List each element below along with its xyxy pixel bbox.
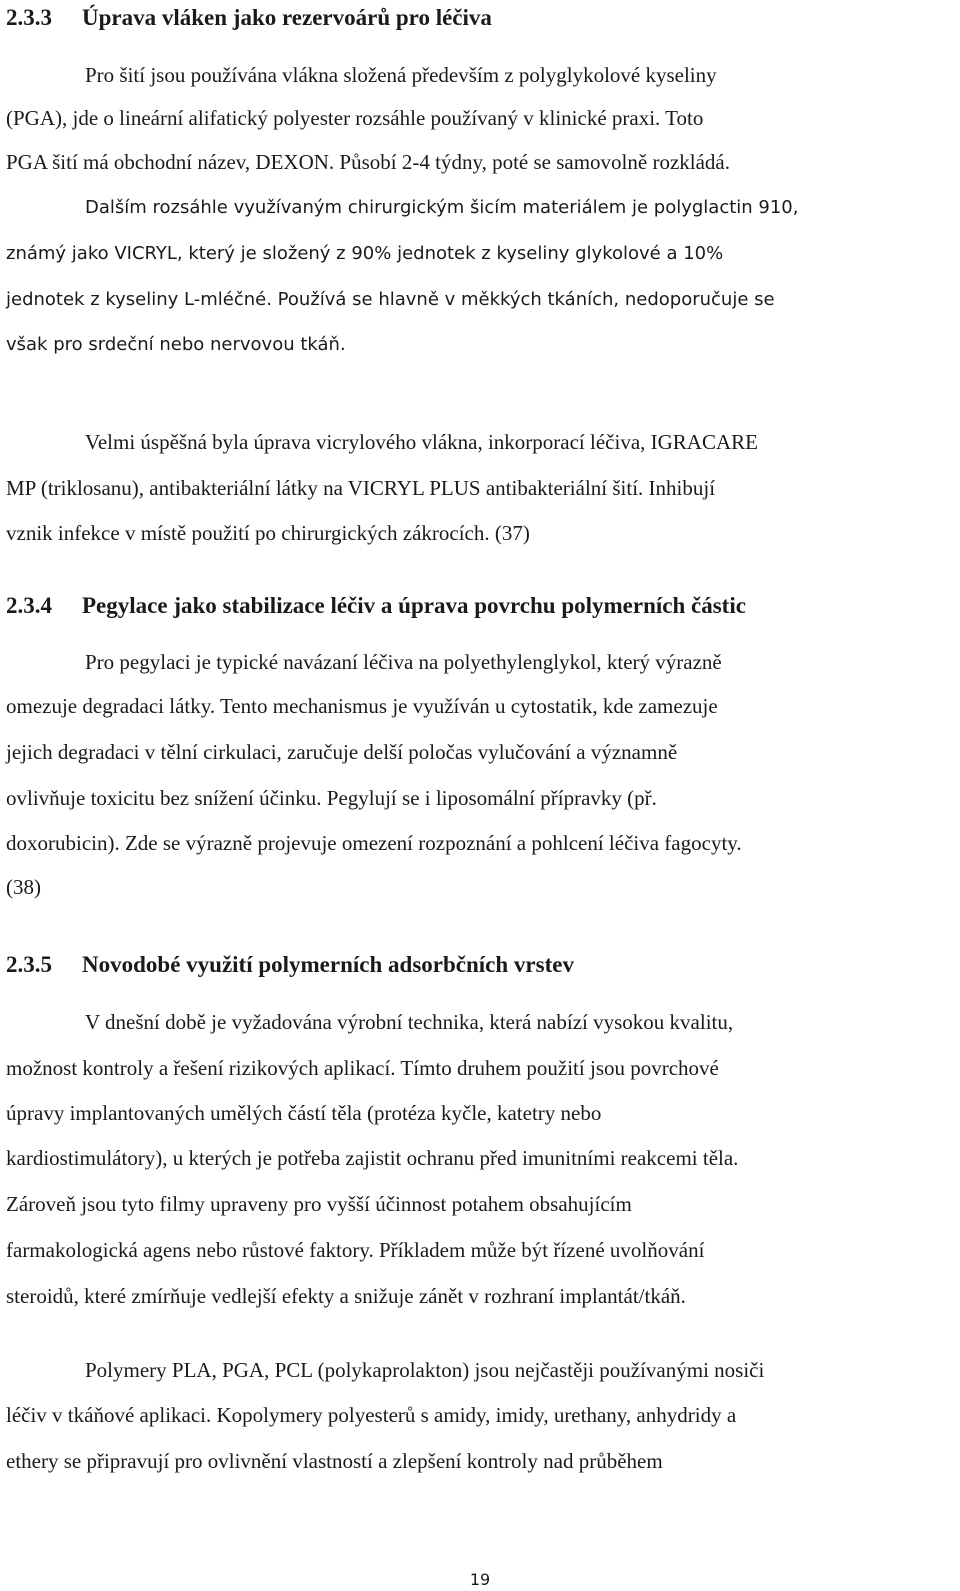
text-line: však pro srdeční nebo nervovou tkáň. xyxy=(6,334,346,355)
text-line: léčiv v tkáňové aplikaci. Kopolymery polyesterů s amidy, imidy, urethany, anhydridy a xyxy=(6,1403,737,1427)
text-line: steroidů, které zmírňuje vedlejší efekty a snižuje zánět v rozhraní implantát/tkáň. xyxy=(6,1284,686,1308)
section-heading xyxy=(6,592,746,620)
text-line: Zároveň jsou tyto filmy upraveny pro vyšší účinnost potahem obsahujícím xyxy=(6,1192,632,1216)
text-line: úpravy implantovaných umělých částí těla (protéza kyčle, katetry nebo xyxy=(6,1101,602,1125)
section-number: 2.3.3 xyxy=(6,5,52,30)
text-line: možnost kontroly a řešení rizikových aplikací. Tímto druhem použití jsou povrchové xyxy=(6,1056,719,1080)
section-title: Pegylace jako stabilizace léčiv a úprava povrchu polymerních částic xyxy=(82,593,746,618)
text-line: V dnešní době je vyžadována výrobní technika, která nabízí vysokou kvalitu, xyxy=(85,1010,734,1034)
text-line: doxorubicin). Zde se výrazně projevuje omezení rozpoznání a pohlcení léčiva fagocyty. xyxy=(6,831,742,855)
page-number: 19 xyxy=(469,1570,491,1589)
text-line: jednotek z kyseliny L-mléčné. Používá se hlavně v měkkých tkáních, nedoporučuje se xyxy=(6,289,775,310)
section-title: Úprava vláken jako rezervoárů pro léčiva xyxy=(82,5,492,30)
text-line: (PGA), jde o lineární alifatický polyester rozsáhle používaný v klinické praxi. Toto xyxy=(6,106,704,130)
text-line: jejich degradaci v tělní cirkulaci, zaručuje delší poločas vylučování a významně xyxy=(6,740,678,764)
section-number: 2.3.4 xyxy=(6,593,52,618)
text-line: vznik infekce v místě použití po chirurgických zákrocích. (37) xyxy=(6,521,530,545)
text-line: Dalším rozsáhle využívaným chirurgickým šicím materiálem je polyglactin 910, xyxy=(85,197,799,218)
section-title: Novodobé využití polymerních adsorbčních vrstev xyxy=(82,952,574,977)
text-line: kardiostimulátory), u kterých je potřeba zajistit ochranu před imunitními reakcemi těla. xyxy=(6,1146,739,1170)
section-heading xyxy=(6,4,492,32)
text-line: MP (triklosanu), antibakteriální látky na VICRYL PLUS antibakteriální šití. Inhibují xyxy=(6,476,716,500)
text-line: ovlivňuje toxicitu bez snížení účinku. Pegylují se i liposomální přípravky (př. xyxy=(6,786,657,810)
text-line: PGA šití má obchodní název, DEXON. Působí 2-4 týdny, poté se samovolně rozkládá. xyxy=(6,150,730,174)
text-line: ethery se připravují pro ovlivnění vlastností a zlepšení kontroly nad průběhem xyxy=(6,1449,663,1473)
text-line: Polymery PLA, PGA, PCL (polykaprolakton) jsou nejčastěji používanými nosiči xyxy=(85,1358,765,1382)
text-line: (38) xyxy=(6,875,41,899)
text-line: Pro pegylaci je typické navázaní léčiva na polyethylenglykol, který výrazně xyxy=(85,650,722,674)
section-heading xyxy=(6,951,574,979)
section-number: 2.3.5 xyxy=(6,952,52,977)
text-line: známý jako VICRYL, který je složený z 90% jednotek z kyseliny glykolové a 10% xyxy=(6,243,724,264)
text-line: Velmi úspěšná byla úprava vicrylového vlákna, inkorporací léčiva, IGRACARE xyxy=(85,430,758,454)
text-line: omezuje degradaci látky. Tento mechanismus je využíván u cytostatik, kde zamezuje xyxy=(6,694,718,718)
text-line: farmakologická agens nebo růstové faktory. Příkladem může být řízené uvolňování xyxy=(6,1238,705,1262)
text-line: Pro šití jsou používána vlákna složená především z polyglykolové kyseliny xyxy=(85,63,717,87)
